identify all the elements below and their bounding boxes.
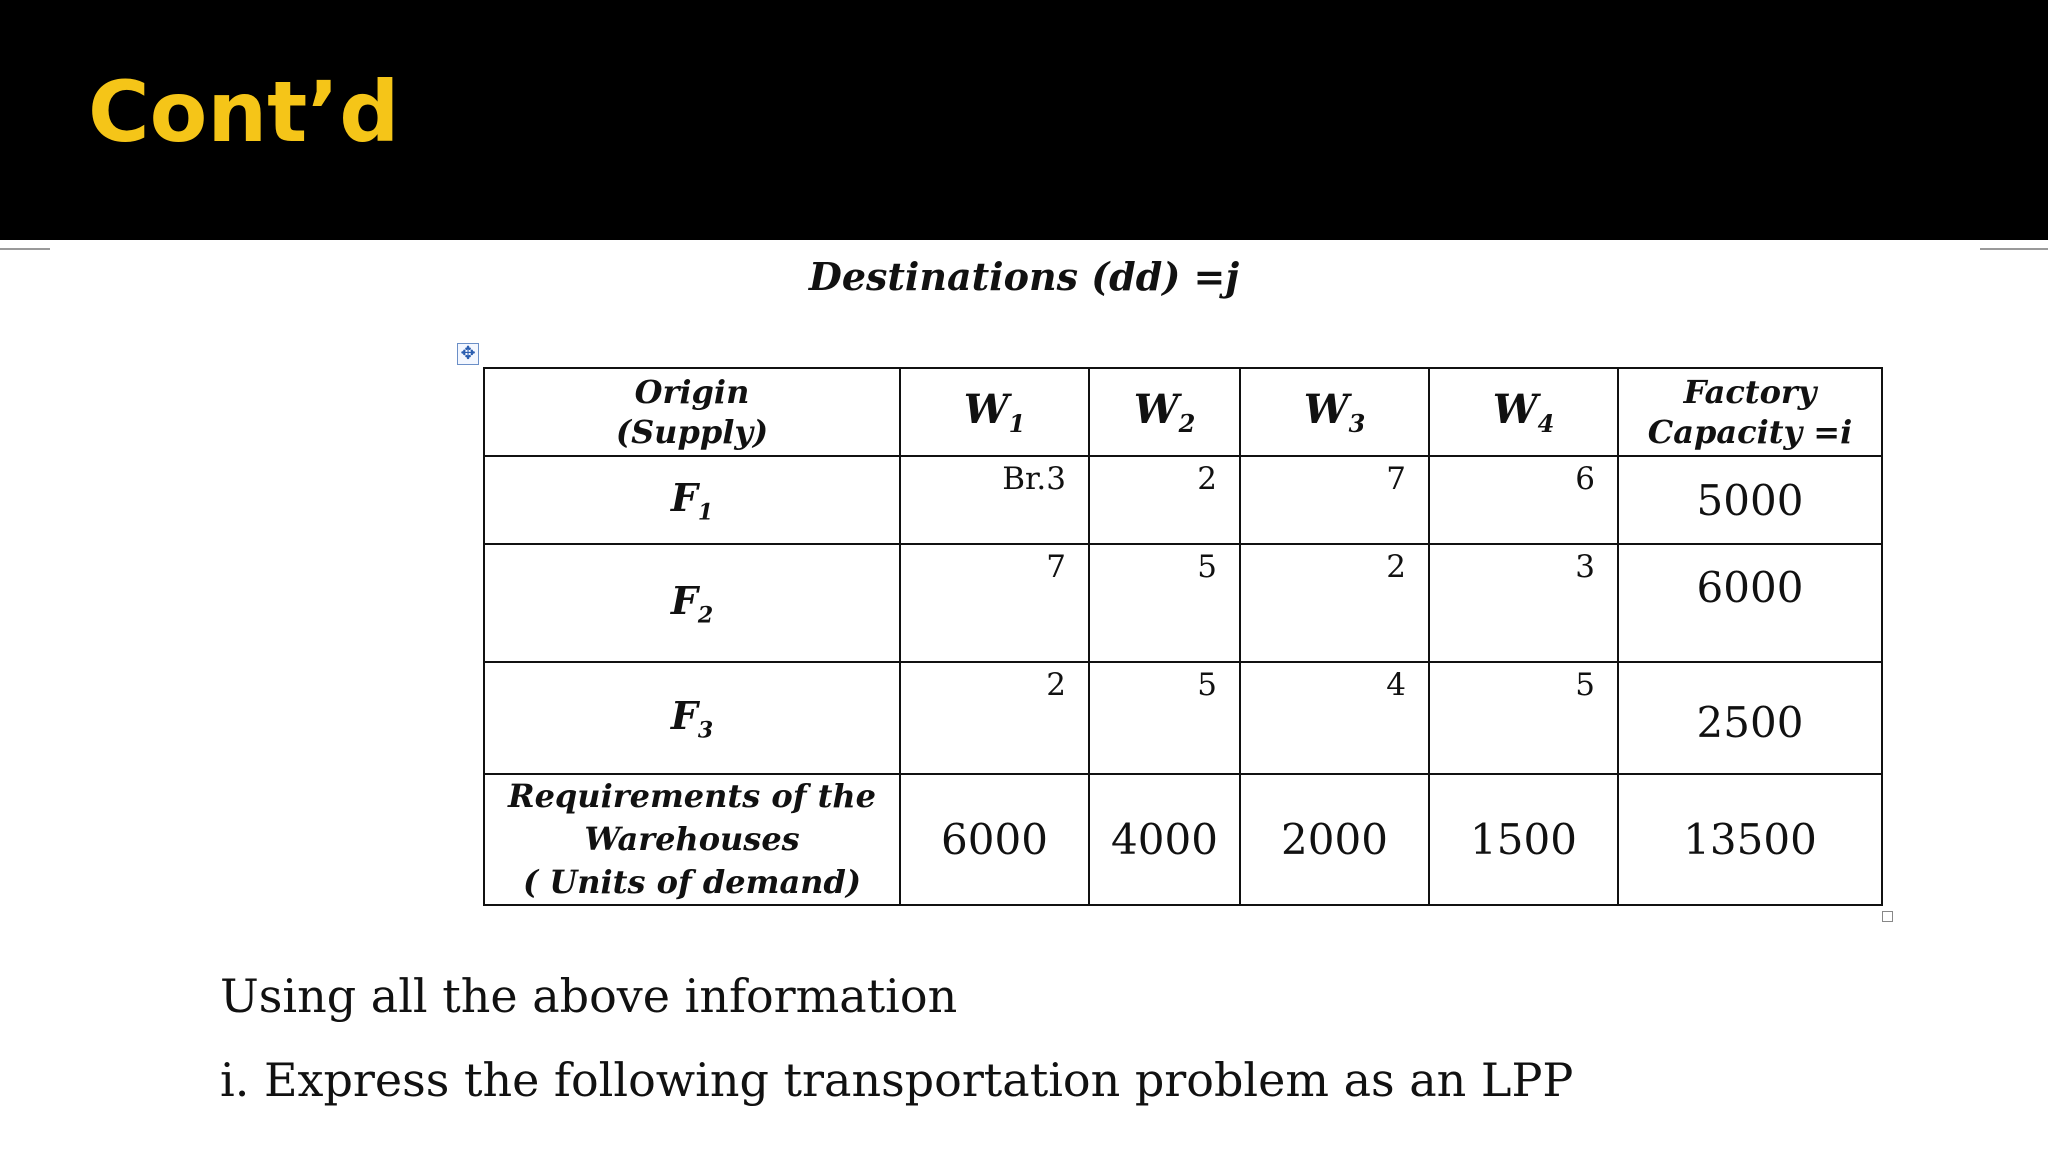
capacity-header	[1618, 368, 1882, 456]
w-subscript: 1	[1008, 409, 1026, 438]
cost-cell: Br.3	[900, 456, 1089, 544]
capacity-cell: 6000	[1618, 544, 1882, 662]
instruction-line-1: Using all the above information	[220, 969, 958, 1023]
move-arrows-icon[interactable]: ✥	[457, 343, 479, 365]
w-letter: W	[1492, 386, 1538, 433]
table-row-f2	[484, 544, 1882, 662]
instruction-line-2: i. Express the following transportation problem as an LPP	[220, 1053, 1574, 1107]
w-letter: W	[1133, 386, 1179, 433]
table-row-f3	[484, 662, 1882, 774]
requirements-label-line1: Requirements of the	[507, 777, 877, 815]
w-subscript: 4	[1537, 409, 1555, 438]
header-row	[484, 368, 1882, 456]
cost-cell: 2	[1089, 456, 1240, 544]
demand-cell: 1500	[1429, 774, 1618, 905]
column-header-w1	[900, 368, 1089, 456]
capacity-header-line2: Capacity =i	[1647, 413, 1853, 451]
w-letter: W	[963, 386, 1009, 433]
cost-cell: 5	[1089, 544, 1240, 662]
table-resize-handle[interactable]	[1882, 911, 1893, 922]
f-subscript: 1	[697, 499, 714, 526]
slide-title: Cont’d	[88, 63, 400, 161]
destinations-heading: Destinations (dd) =j	[808, 254, 1240, 299]
capacity-cell: 2500	[1618, 662, 1882, 774]
column-header-w2	[1089, 368, 1240, 456]
row-label-f3	[484, 662, 900, 774]
f-subscript: 2	[697, 602, 714, 629]
f-letter: F	[670, 474, 698, 520]
capacity-header-line1: Factory	[1683, 373, 1817, 411]
cost-cell: 6	[1429, 456, 1618, 544]
cost-cell: 7	[1240, 456, 1429, 544]
requirements-label-line2: Warehouses	[584, 820, 800, 858]
cost-cell: 4	[1240, 662, 1429, 774]
cost-cell: 2	[1240, 544, 1429, 662]
table-row-f1	[484, 456, 1882, 544]
cost-cell: 2	[900, 662, 1089, 774]
demand-cell: 6000	[900, 774, 1089, 905]
w-subscript: 3	[1348, 409, 1366, 438]
capacity-cell: 5000	[1618, 456, 1882, 544]
w-letter: W	[1303, 386, 1349, 433]
f-subscript: 3	[697, 717, 714, 744]
demand-cell: 2000	[1240, 774, 1429, 905]
column-header-w3	[1240, 368, 1429, 456]
divider-left	[0, 248, 50, 250]
column-header-w4	[1429, 368, 1618, 456]
f-letter: F	[670, 692, 698, 738]
title-bar	[0, 0, 2048, 240]
requirements-label-line3: ( Units of demand)	[523, 863, 861, 901]
f-letter: F	[670, 577, 698, 623]
cost-cell: 3	[1429, 544, 1618, 662]
w-subscript: 2	[1178, 409, 1196, 438]
origin-header	[484, 368, 900, 456]
cost-cell: 7	[900, 544, 1089, 662]
row-label-f2	[484, 544, 900, 662]
divider-right	[1980, 248, 2048, 250]
origin-header-line2: (Supply)	[615, 413, 769, 451]
cost-cell: 5	[1089, 662, 1240, 774]
requirements-row	[484, 774, 1882, 905]
row-label-f1	[484, 456, 900, 544]
total-cell: 13500	[1618, 774, 1882, 905]
cost-cell: 5	[1429, 662, 1618, 774]
requirements-label	[484, 774, 900, 905]
demand-cell: 4000	[1089, 774, 1240, 905]
origin-header-line1: Origin	[634, 373, 750, 411]
transportation-table	[483, 367, 1883, 906]
